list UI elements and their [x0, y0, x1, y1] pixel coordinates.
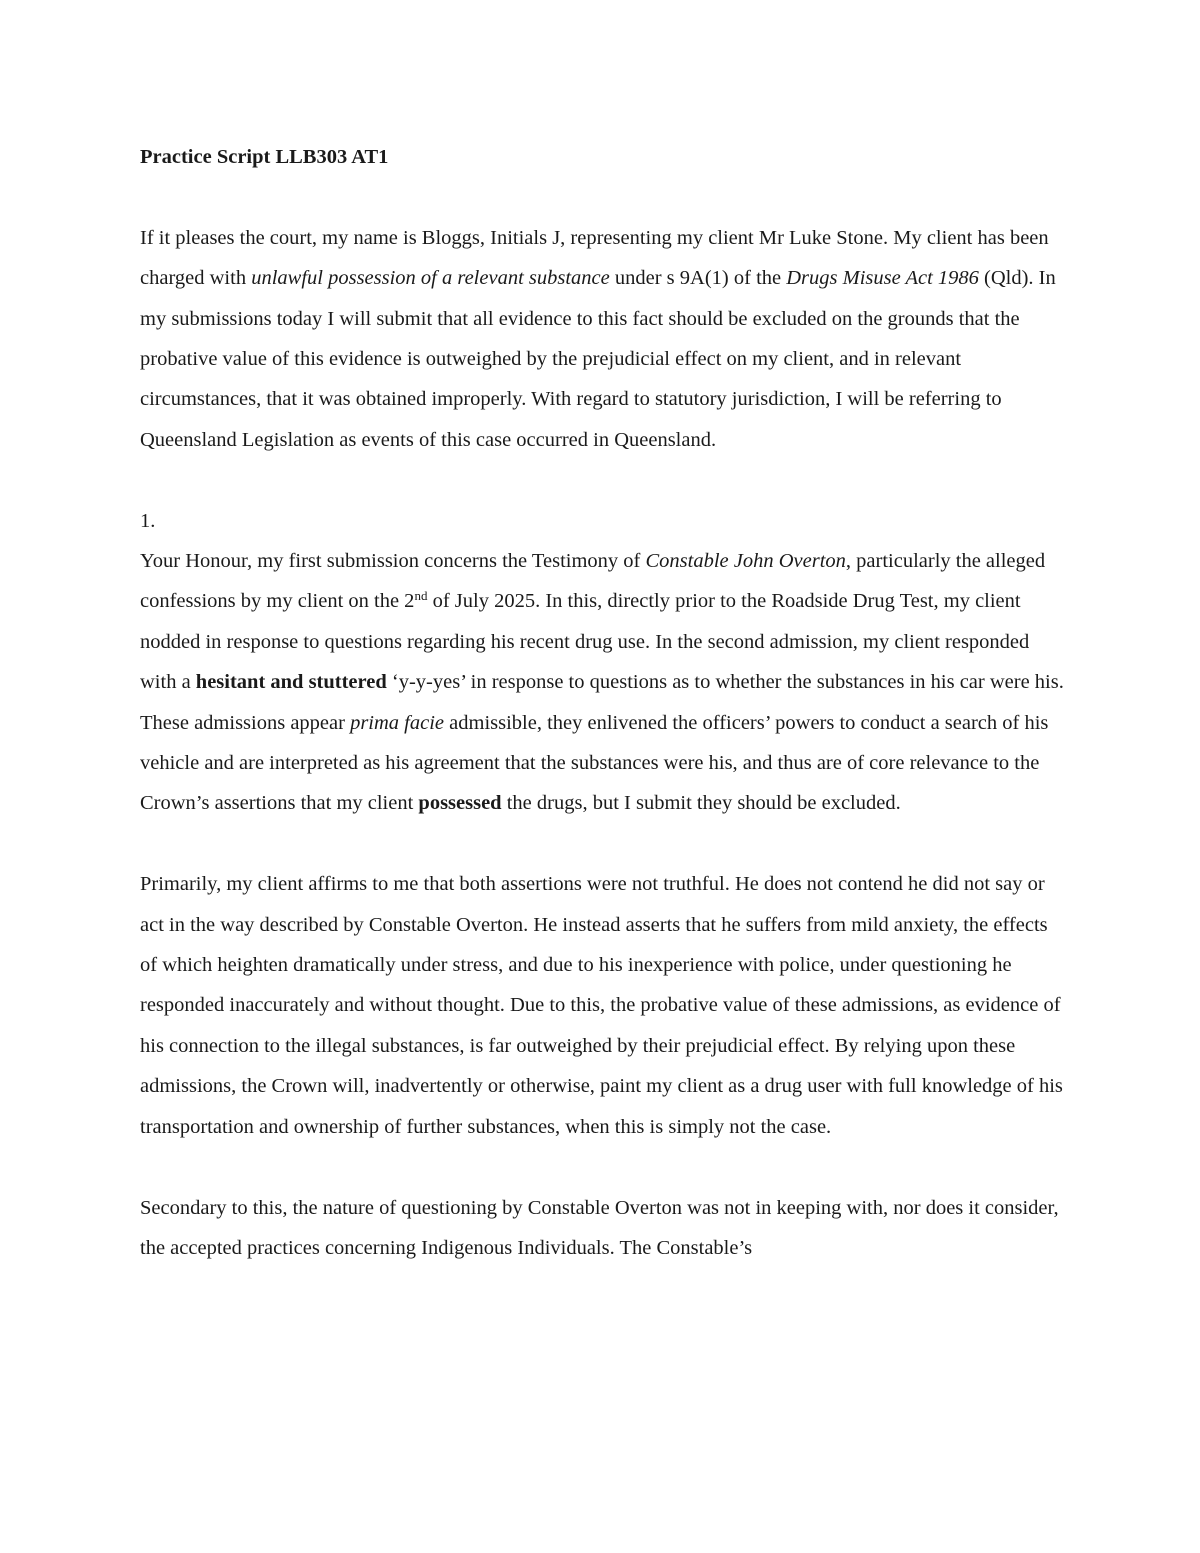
intro-italic-act: Drugs Misuse Act 1986	[786, 267, 979, 290]
submission-paragraph-2: Primarily, my client affirms to me that both assertions were not truthful. He does not contend he did not say or act in the way described by Constable Overton. He instead asserts that he suffers from mild anxiety, the effects of which heighten dramatically under stress, and due to his inexperience with police, under questioning he responded inaccurately and without thought. Due to this, the probative value of these admissions, as evidence of his connection to the illegal substances, is far outweighed by their prejudicial effect. By relying upon these admissions, the Crown will, inadvertently or otherwise, paint my client as a drug user with full knowledge of his transportation and ownership of further substances, when this is simply not the case.	[140, 873, 1063, 1138]
p1-bold-possessed: possessed	[418, 792, 502, 815]
spacer	[140, 177, 1065, 217]
submission-paragraph-3: Secondary to this, the nature of questioning by Constable Overton was not in keeping with, nor does it consider, the accepted practices concerning Indigenous Individuals. The Constable’s	[140, 1196, 1059, 1259]
intro-text-1: If it pleases the court, my name is Bloggs, Initials J, representing my client Mr Luke Stone. My client has been charged with	[140, 226, 1049, 290]
p1-text-5: admissible, they enlivened the officers’ powers to conduct a search of his vehicle and are interpreted as his agreement that the substances were his, and thus are of core relevance to the Crown’s assertions that my client	[140, 711, 1049, 815]
p1-text-2: , particularly the alleged confessions by my client on the 2	[140, 550, 1046, 613]
p1-text-3: of July 2025. In this, directly prior to the Roadside Drug Test, my client nodded in response to questions regarding his recent drug use. In the second admission, my client responded with a	[140, 590, 1030, 694]
document-title: Practice Script LLB303 AT1	[140, 146, 389, 168]
intro-italic-charge: unlawful possession of a relevant substance	[251, 267, 610, 290]
document-page	[140, 137, 1065, 1268]
intro-text-3: (Qld). In my submissions today I will submit that all evidence to this fact should be excluded on the grounds that the probative value of this evidence is outweighed by the prejudicial effect on my client, and in relevant circumstances, that it was obtained improperly. With regard to statutory jurisdiction, I will be referring to Queensland Legislation as events of this case occurred in Queensland.	[140, 267, 1056, 451]
p1-text-1: Your Honour, my first submission concerns the Testimony of	[140, 550, 646, 573]
intro-paragraph	[140, 218, 1065, 460]
submission-paragraph-1	[140, 541, 1065, 824]
spacer	[140, 1147, 1065, 1187]
p1-text-6: the drugs, but I submit they should be excluded.	[501, 792, 901, 815]
spacer	[140, 824, 1065, 864]
p1-text-4: ‘y-y-yes’ in response to questions as to whether the substances in his car were his. These admissions appear	[140, 671, 1064, 734]
section-number: 1.	[140, 509, 156, 532]
p1-italic-constable: Constable John Overton	[645, 550, 846, 573]
p1-superscript: nd	[414, 588, 428, 604]
intro-text-2: under s 9A(1) of the	[609, 267, 787, 290]
p1-italic-prima-facie: prima facie	[350, 711, 445, 734]
p1-bold-hesitant: hesitant and stuttered	[195, 671, 387, 694]
